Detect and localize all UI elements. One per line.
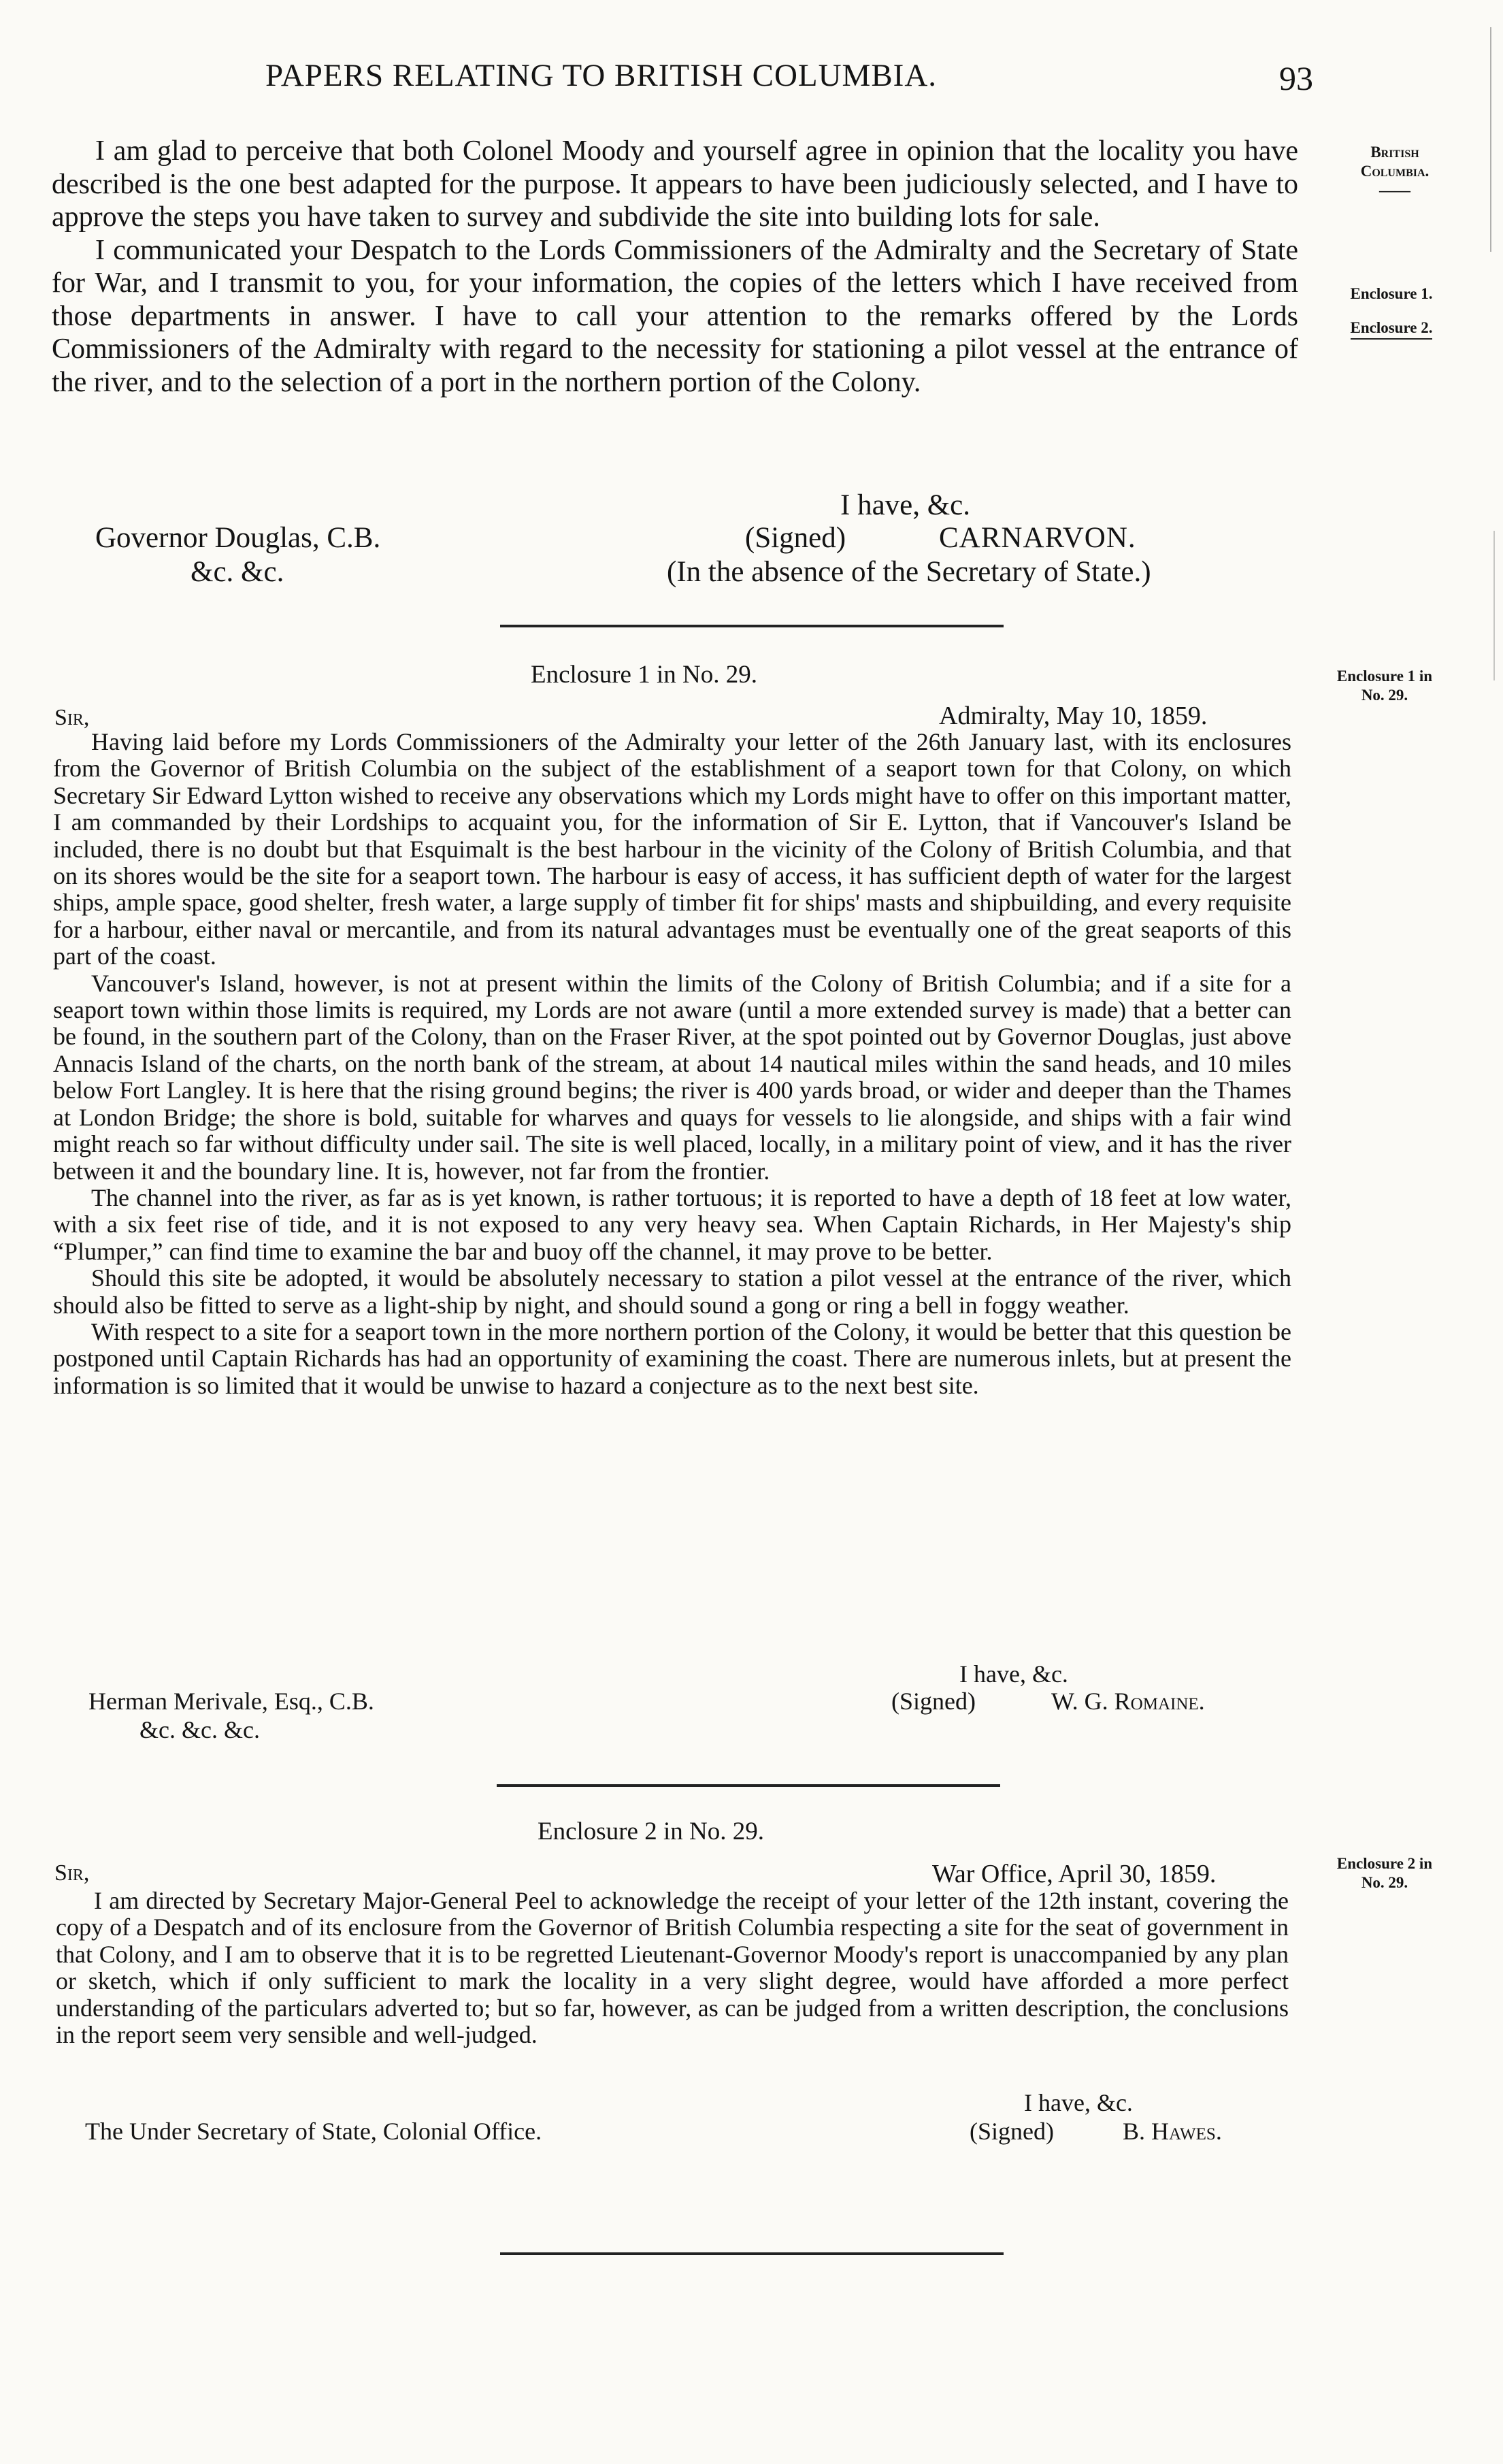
margin-enclosure-ref-1: Enclosure 1.: [1350, 285, 1433, 302]
despatch-paragraph-1: I am glad to perceive that both Colonel Moody and yourself agree in opinion that the locality you have described is the one best adapted for the purpose. It appears to have been judiciously selected, and I have to approve the steps you have taken to survey and subdivide the site into building lots for sale.: [52, 135, 1298, 233]
margin-enclosure-ref-2-text: Enclosure 2.: [1351, 319, 1433, 340]
margin-section-tag-rule: ——: [1379, 182, 1410, 199]
margin-section-tag-line-1: British: [1370, 144, 1419, 161]
enclosure1-closing: I have, &c.: [959, 1660, 1068, 1688]
margin-enclosure1-tag: [1296, 667, 1473, 705]
margin-enclosure-ref-2: [1317, 318, 1466, 338]
despatch-addressee-etc: &c. &c.: [191, 556, 284, 588]
margin-section-tag: [1327, 143, 1463, 200]
enclosure2-signer: B. Hawes.: [1123, 2118, 1222, 2145]
enclosure1-salutation: Sir,: [54, 705, 90, 730]
enclosure2-paragraph-1: I am directed by Secretary Major-General Peel to acknowledge the receipt of your letter of the 12th instant, covering the copy of a Despatch and of its enclosure from the Governor of British Columbia respecting a site for the seat of government in that Colony, and I am to observe that it is to be regretted Lieutenant-Governor Moody's report is unaccompanied by any plan or sketch, which if only sufficient to mark the locality in a very slight degree, would have afforded a more perfect understanding of the particulars adverted to; but so far, however, as can be judged from a written description, the conclusions in the report seem very sensible and well-judged.: [56, 1887, 1289, 2049]
section-divider-2: [497, 1784, 1000, 1787]
section-divider-3: [500, 2252, 1004, 2255]
enclosure2-salutation: Sir,: [54, 1860, 90, 1886]
enclosure2-dateline: War Office, April 30, 1859.: [932, 1860, 1217, 1888]
scan-edge-mark: [1490, 27, 1491, 252]
enclosure2-closing: I have, &c.: [1024, 2089, 1133, 2116]
enclosure2-signed: (Signed): [970, 2118, 1054, 2145]
running-head: [265, 57, 1313, 105]
despatch-closing: I have, &c.: [840, 489, 971, 521]
despatch-body: [52, 135, 1298, 399]
enclosure1-addressee-etc: &c. &c. &c.: [139, 1716, 260, 1743]
enclosure1-dateline: Admiralty, May 10, 1859.: [939, 702, 1208, 730]
enclosure1-paragraph-4: Should this site be adopted, it would be absolutely necessary to station a pilot vessel at the entrance of the river, which should also be fitted to serve as a light-ship by night, and should sound a gong or ring a bell in foggy weather.: [53, 1264, 1291, 1319]
enclosure1-paragraph-5: With respect to a site for a seaport town in the more northern portion of the Colony, it would be better that this question be postponed until Captain Richards has had an opportunity of examining the coast. There are numerous inlets, but at present the information is so limited that it would be unwise to hazard a conjecture as to the next best site.: [53, 1317, 1291, 1399]
enclosure1-body: [53, 729, 1291, 1399]
despatch-addressee: Governor Douglas, C.B.: [95, 522, 381, 554]
margin-enclosure1-tag-line-2: No. 29.: [1361, 687, 1408, 704]
enclosure1-signer: W. G. Romaine.: [1051, 1688, 1205, 1715]
despatch-signer: CARNARVON.: [939, 522, 1136, 554]
enclosure1-addressee: Herman Merivale, Esq., C.B.: [88, 1688, 374, 1715]
page-header-title: PAPERS RELATING TO BRITISH COLUMBIA.: [265, 58, 938, 93]
scan-edge-mark: [1493, 531, 1495, 680]
enclosure2-body: [56, 1888, 1289, 2048]
section-divider-1: [500, 625, 1004, 627]
despatch-signer-note: (In the absence of the Secretary of State.): [667, 556, 1151, 588]
margin-enclosure2-tag-line-2: No. 29.: [1361, 1874, 1408, 1891]
enclosure1-heading: Enclosure 1 in No. 29.: [531, 661, 757, 689]
margin-enclosure2-tag-line-1: Enclosure 2 in: [1336, 1855, 1433, 1872]
enclosure1-paragraph-2: Vancouver's Island, however, is not at present within the limits of the Colony of British Columbia; and if a site for a seaport town within those limits is required, my Lords are not aware (until a more extended survey is made) that a better can be found, in the southern part of the Colony, than on the Fraser River, at the spot pointed out by Governor Douglas, just above Annacis Island of the charts, on the north bank of the stream, at about 14 nautical miles within the sand heads, and 10 miles below Fort Langley. It is here that the rising ground begins; the river is 400 yards broad, or wider and deeper than the Thames at London Bridge; the shore is bold, suitable for wharves and quays for vessels to lie alongside, and ships with a fair wind might reach so far without difficulty under sail. The site is well placed, locally, in a military point of view, and it has the river between it and the boundary line. It is, however, not far from the frontier.: [53, 969, 1291, 1185]
margin-enclosure1-tag-line-1: Enclosure 1 in: [1336, 668, 1433, 685]
enclosure2-addressee: The Under Secretary of State, Colonial Office.: [85, 2118, 542, 2145]
enclosure1-signed: (Signed): [891, 1688, 976, 1715]
despatch-signed: (Signed): [745, 522, 846, 554]
margin-enclosure2-tag: [1296, 1854, 1473, 1892]
margin-section-tag-line-2: Columbia.: [1360, 163, 1430, 180]
page-number: 93: [1279, 59, 1313, 97]
enclosure2-heading: Enclosure 2 in No. 29.: [538, 1818, 764, 1845]
despatch-paragraph-2: I communicated your Despatch to the Lords Commissioners of the Admiralty and the Secretary of State for War, and I transmit to you, for your information, the copies of the letters which I have received from those departments in answer. I have to call your attention to the remarks offered by the Lords Commissioners of the Admiralty with regard to the necessity for stationing a pilot vessel at the entrance of the river, and to the selection of a port in the northern portion of the Colony.: [52, 234, 1298, 398]
enclosure1-paragraph-3: The channel into the river, as far as is yet known, is rather tortuous; it is reported to have a depth of 18 feet at low water, with a six feet rise of tide, and it is not exposed to any very heavy sea. When Captain Richards, in Her Majesty's ship “Plumper,” can find time to examine the bar and buoy off the channel, it may prove to be better.: [53, 1183, 1291, 1265]
enclosure1-paragraph-1: Having laid before my Lords Commissioners of the Admiralty your letter of the 26th January last, with its enclosures from the Governor of British Columbia on the subject of the establishment of a seaport town for that Colony, on which Secretary Sir Edward Lytton wished to receive any observations which my Lords might have to offer on this important matter, I am commanded by their Lordships to acquaint you, for the information of Sir E. Lytton, that if Vancouver's Island be included, there is no doubt but that Esquimalt is the best harbour in the vicinity of the Colony of British Columbia, and that on its shores would be the site for a seaport town. The harbour is easy of access, it has sufficient depth of water for the largest ships, ample space, good shelter, fresh water, a large supply of timber fit for ships' masts and shipbuilding, and every requisite for a harbour, either naval or mercantile, and from its natural advantages must be eventually one of the great seaports of this part of the coast.: [53, 728, 1291, 970]
